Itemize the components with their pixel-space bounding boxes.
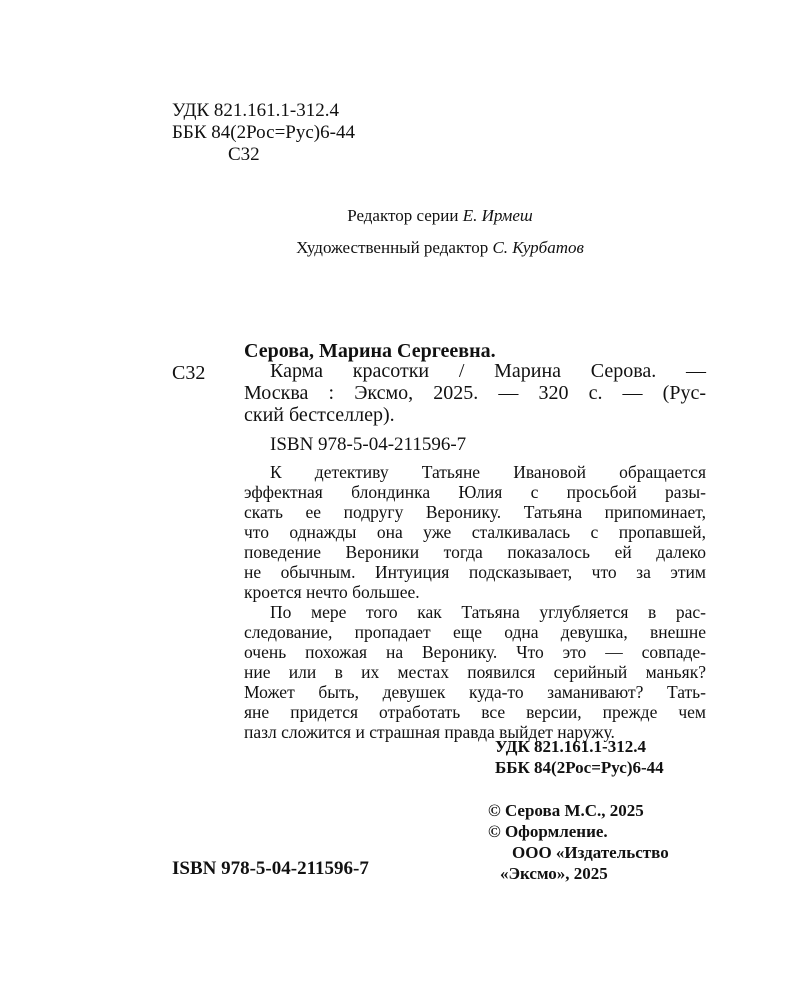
abstract-line: К детективу Татьяне Ивановой обращается — [270, 462, 706, 482]
abstract-line: яне придется отработать все версии, прежде чем — [244, 702, 706, 722]
series-editor-line — [40, 206, 800, 226]
copyright-design: © Оформление. — [488, 822, 608, 841]
abstract-line: ние или в их местах появился серийный маньяк? — [244, 662, 706, 682]
art-editor-label: Художественный редактор — [296, 238, 489, 257]
bottom-udk: УДК 821.161.1-312.4 — [495, 737, 646, 756]
abstract-line: поведение Вероники тогда показалось ей далеко — [244, 542, 706, 562]
top-udk: УДК 821.161.1-312.4 — [172, 100, 339, 121]
isbn-bottom: ISBN 978-5-04-211596-7 — [172, 858, 369, 879]
abstract-line: По мере того как Татьяна углубляется в рас- — [270, 602, 706, 622]
abstract-line: Может быть, девушек куда-то заманивают? Тать- — [244, 682, 706, 702]
art-editor-name: С. Курбатов — [492, 238, 584, 257]
record-author: Серова, Марина Сергеевна. — [244, 340, 496, 362]
record-description-line: ский бестселлер). — [244, 404, 395, 426]
record-description-line: Москва : Эксмо, 2025. — 320 с. — (Рус- — [244, 382, 706, 404]
abstract — [244, 462, 706, 742]
top-author-sign: С32 — [228, 144, 260, 165]
bottom-bbk: ББК 84(2Рос=Рус)6-44 — [495, 758, 664, 777]
record-isbn: ISBN 978-5-04-211596-7 — [270, 434, 467, 455]
abstract-line: кроется нечто большее. — [244, 582, 420, 602]
record-description-line: Карма красотки / Марина Серова. — — [270, 360, 706, 382]
copyright-author: © Серова М.С., 2025 — [488, 801, 644, 820]
record-author-sign: С32 — [172, 362, 206, 384]
top-bbk: ББК 84(2Рос=Рус)6-44 — [172, 122, 355, 143]
copyright-publisher-year: «Эксмо», 2025 — [500, 864, 608, 883]
abstract-line: что однажды она уже сталкивалась с пропавшей, — [244, 522, 706, 542]
record-description — [244, 360, 706, 426]
copyright-publisher: ООО «Издательство — [512, 843, 669, 862]
abstract-line: не обычным. Интуиция подсказывает, что за этим — [244, 562, 706, 582]
series-editor-label: Редактор серии — [347, 206, 459, 225]
series-editor-name: Е. Ирмеш — [462, 206, 533, 225]
art-editor-line — [40, 238, 800, 258]
abstract-line: следование, пропадает еще одна девушка, внешне — [244, 622, 706, 642]
abstract-line: скать ее подругу Веронику. Татьяна припоминает, — [244, 502, 706, 522]
abstract-line: пазл сложится и страшная правда выйдет наружу. — [244, 722, 615, 742]
abstract-line: эффектная блондинка Юлия с просьбой разы- — [244, 482, 706, 502]
abstract-line: очень похожая на Веронику. Что это — совпаде- — [244, 642, 706, 662]
